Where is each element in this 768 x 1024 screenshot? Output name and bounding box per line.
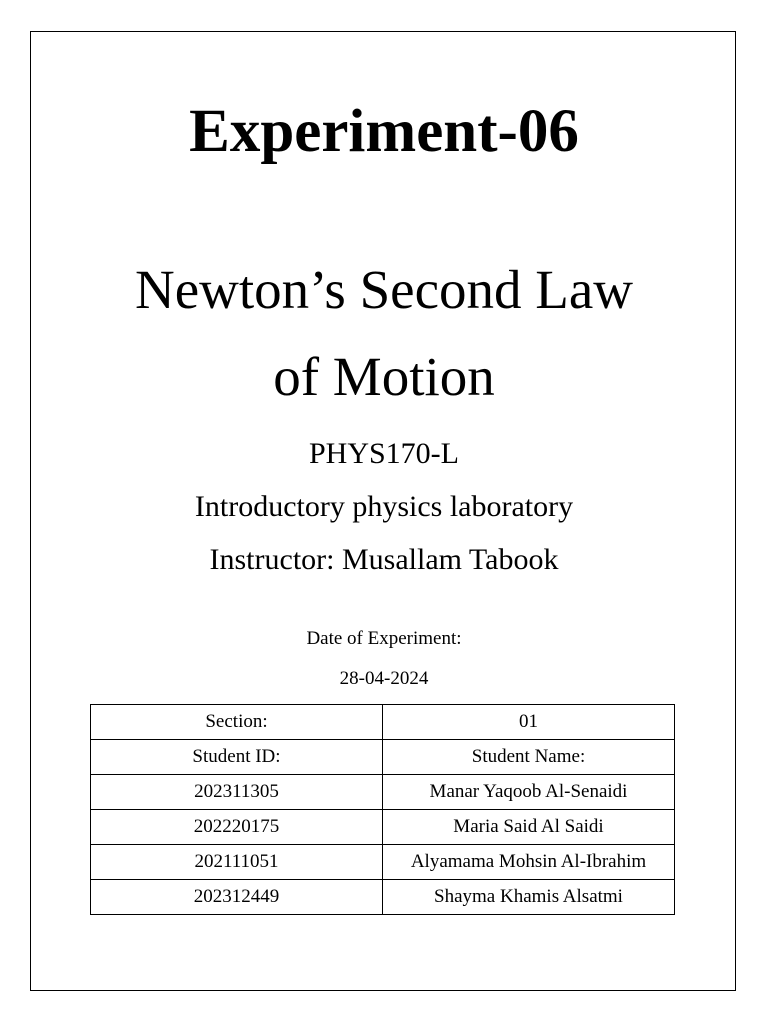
date-value: 28-04-2024 bbox=[339, 668, 429, 689]
student-name-cell: Shayma Khamis Alsatmi bbox=[383, 880, 675, 915]
student-name-cell: Alyamama Mohsin Al-Ibrahim bbox=[383, 845, 675, 880]
table-row bbox=[91, 880, 675, 915]
header-row bbox=[91, 740, 675, 775]
table-row bbox=[91, 810, 675, 845]
student-info-table bbox=[90, 704, 675, 915]
student-id-cell: 202220175 bbox=[91, 810, 383, 845]
main-title-line-2: of Motion bbox=[273, 346, 495, 407]
date-label: Date of Experiment: bbox=[306, 628, 462, 649]
student-name-cell: Maria Said Al Saidi bbox=[383, 810, 675, 845]
main-title-line-1: Newton’s Second Law bbox=[135, 259, 633, 320]
student-id-cell: 202111051 bbox=[91, 845, 383, 880]
student-name-cell: Manar Yaqoob Al-Senaidi bbox=[383, 775, 675, 810]
table-row bbox=[91, 775, 675, 810]
student-id-header: Student ID: bbox=[91, 740, 383, 775]
section-value: 01 bbox=[383, 705, 675, 740]
course-code: PHYS170-L bbox=[308, 437, 459, 470]
student-id-cell: 202312449 bbox=[91, 880, 383, 915]
student-name-header: Student Name: bbox=[383, 740, 675, 775]
section-label: Section: bbox=[91, 705, 383, 740]
table-row bbox=[91, 845, 675, 880]
instructor-line: Instructor: Musallam Tabook bbox=[209, 543, 559, 576]
experiment-title: Experiment-06 bbox=[189, 98, 579, 165]
course-name: Introductory physics laboratory bbox=[194, 490, 574, 523]
student-id-cell: 202311305 bbox=[91, 775, 383, 810]
section-row bbox=[91, 705, 675, 740]
